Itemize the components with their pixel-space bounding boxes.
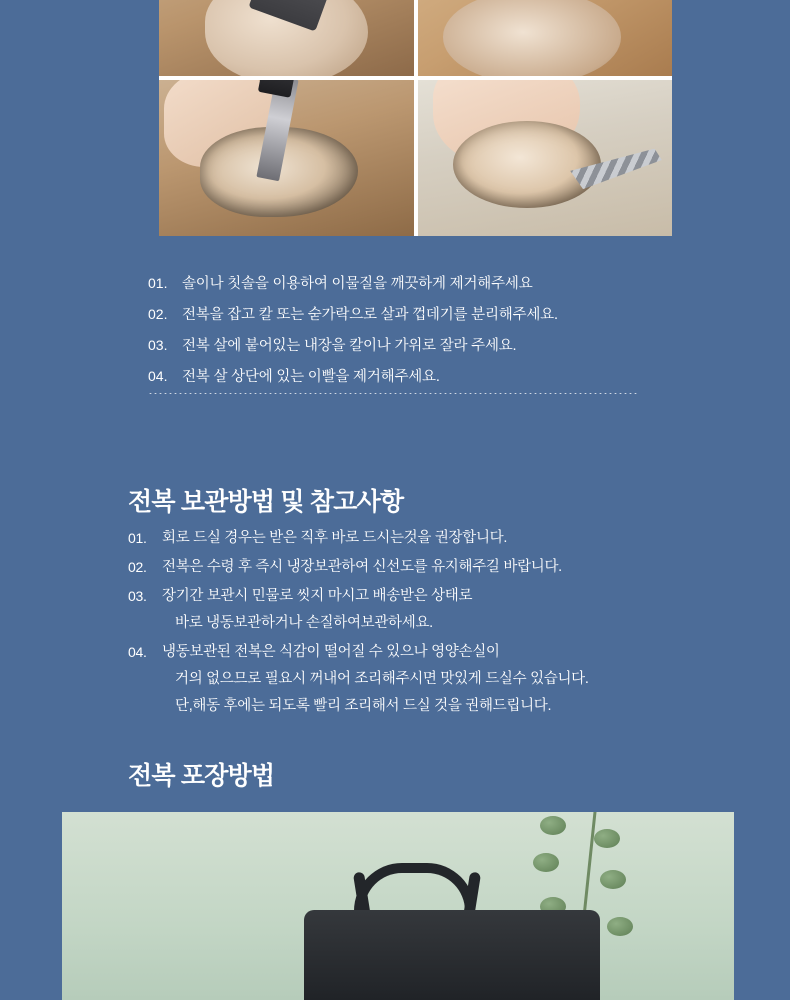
storage-note	[128, 554, 688, 581]
storage-note	[128, 525, 688, 552]
photo-abalone-on-wood-board	[418, 0, 673, 76]
storage-note-line: 냉동보관된 전복은 식감이 떨어질 수 있으나 영양손실이	[162, 644, 500, 660]
storage-note-line: 장기간 보관시 민물로 씻지 마시고 배송받은 상태로	[162, 588, 473, 604]
storage-note-line: 바로 냉동보관하거나 손질하여보관하세요.	[175, 615, 433, 631]
photo-knife-separating-abalone	[159, 80, 414, 236]
storage-note-number: 02.	[128, 559, 147, 575]
photo-abalone-on-cutting-board	[159, 0, 414, 76]
storage-note	[128, 583, 688, 637]
prep-step-text: 전복 살 상단에 있는 이빨을 제거해주세요.	[182, 369, 440, 385]
storage-note-line: 거의 없으므로 필요시 꺼내어 조리해주시면 맛있게 드실수 있습니다.	[175, 671, 589, 687]
prep-step	[148, 299, 668, 330]
eucalyptus-leaf	[594, 829, 620, 848]
storage-note-number: 03.	[128, 588, 147, 604]
eucalyptus-leaf	[540, 816, 566, 835]
prep-steps-list	[148, 268, 668, 392]
delivery-bag	[304, 910, 600, 1000]
storage-note	[128, 639, 688, 720]
storage-note-number: 01.	[128, 530, 147, 546]
prep-step-number: 02.	[148, 306, 168, 322]
storage-note-line: 전복은 수령 후 즉시 냉장보관하여 신선도를 유지해주길 바랍니다.	[162, 559, 562, 575]
abalone-shell-shape	[453, 121, 601, 208]
storage-note-number: 04.	[128, 644, 147, 660]
prep-step	[148, 361, 668, 392]
prep-step-number: 01.	[148, 275, 168, 291]
packaging-photo	[62, 812, 734, 1000]
packaging-heading: 전복 포장방법	[128, 762, 275, 790]
prep-photo-grid	[159, 0, 672, 236]
prep-step	[148, 330, 668, 361]
prep-step-number: 03.	[148, 337, 168, 353]
storage-note-line: 회로 드실 경우는 받은 직후 바로 드시는것을 권장합니다.	[162, 530, 508, 546]
section-divider	[148, 393, 638, 394]
storage-heading: 전복 보관방법 및 참고사항	[128, 488, 404, 516]
prep-step	[148, 268, 668, 299]
storage-note-line: 단,해동 후에는 되도록 빨리 조리해서 드실 것을 권해드립니다.	[175, 698, 552, 714]
prep-step-text: 솔이나 칫솔을 이용하여 이물질을 깨끗하게 제거해주세요	[182, 276, 533, 292]
photo-scissors-cutting-abalone	[418, 80, 673, 236]
prep-step-text: 전복 살에 붙어있는 내장을 칼이나 가위로 잘라 주세요.	[182, 338, 517, 354]
storage-notes-list	[128, 525, 688, 722]
prep-step-number: 04.	[148, 368, 168, 384]
prep-step-text: 전복을 잡고 칼 또는 숟가락으로 살과 껍데기를 분리해주세요.	[182, 307, 558, 323]
